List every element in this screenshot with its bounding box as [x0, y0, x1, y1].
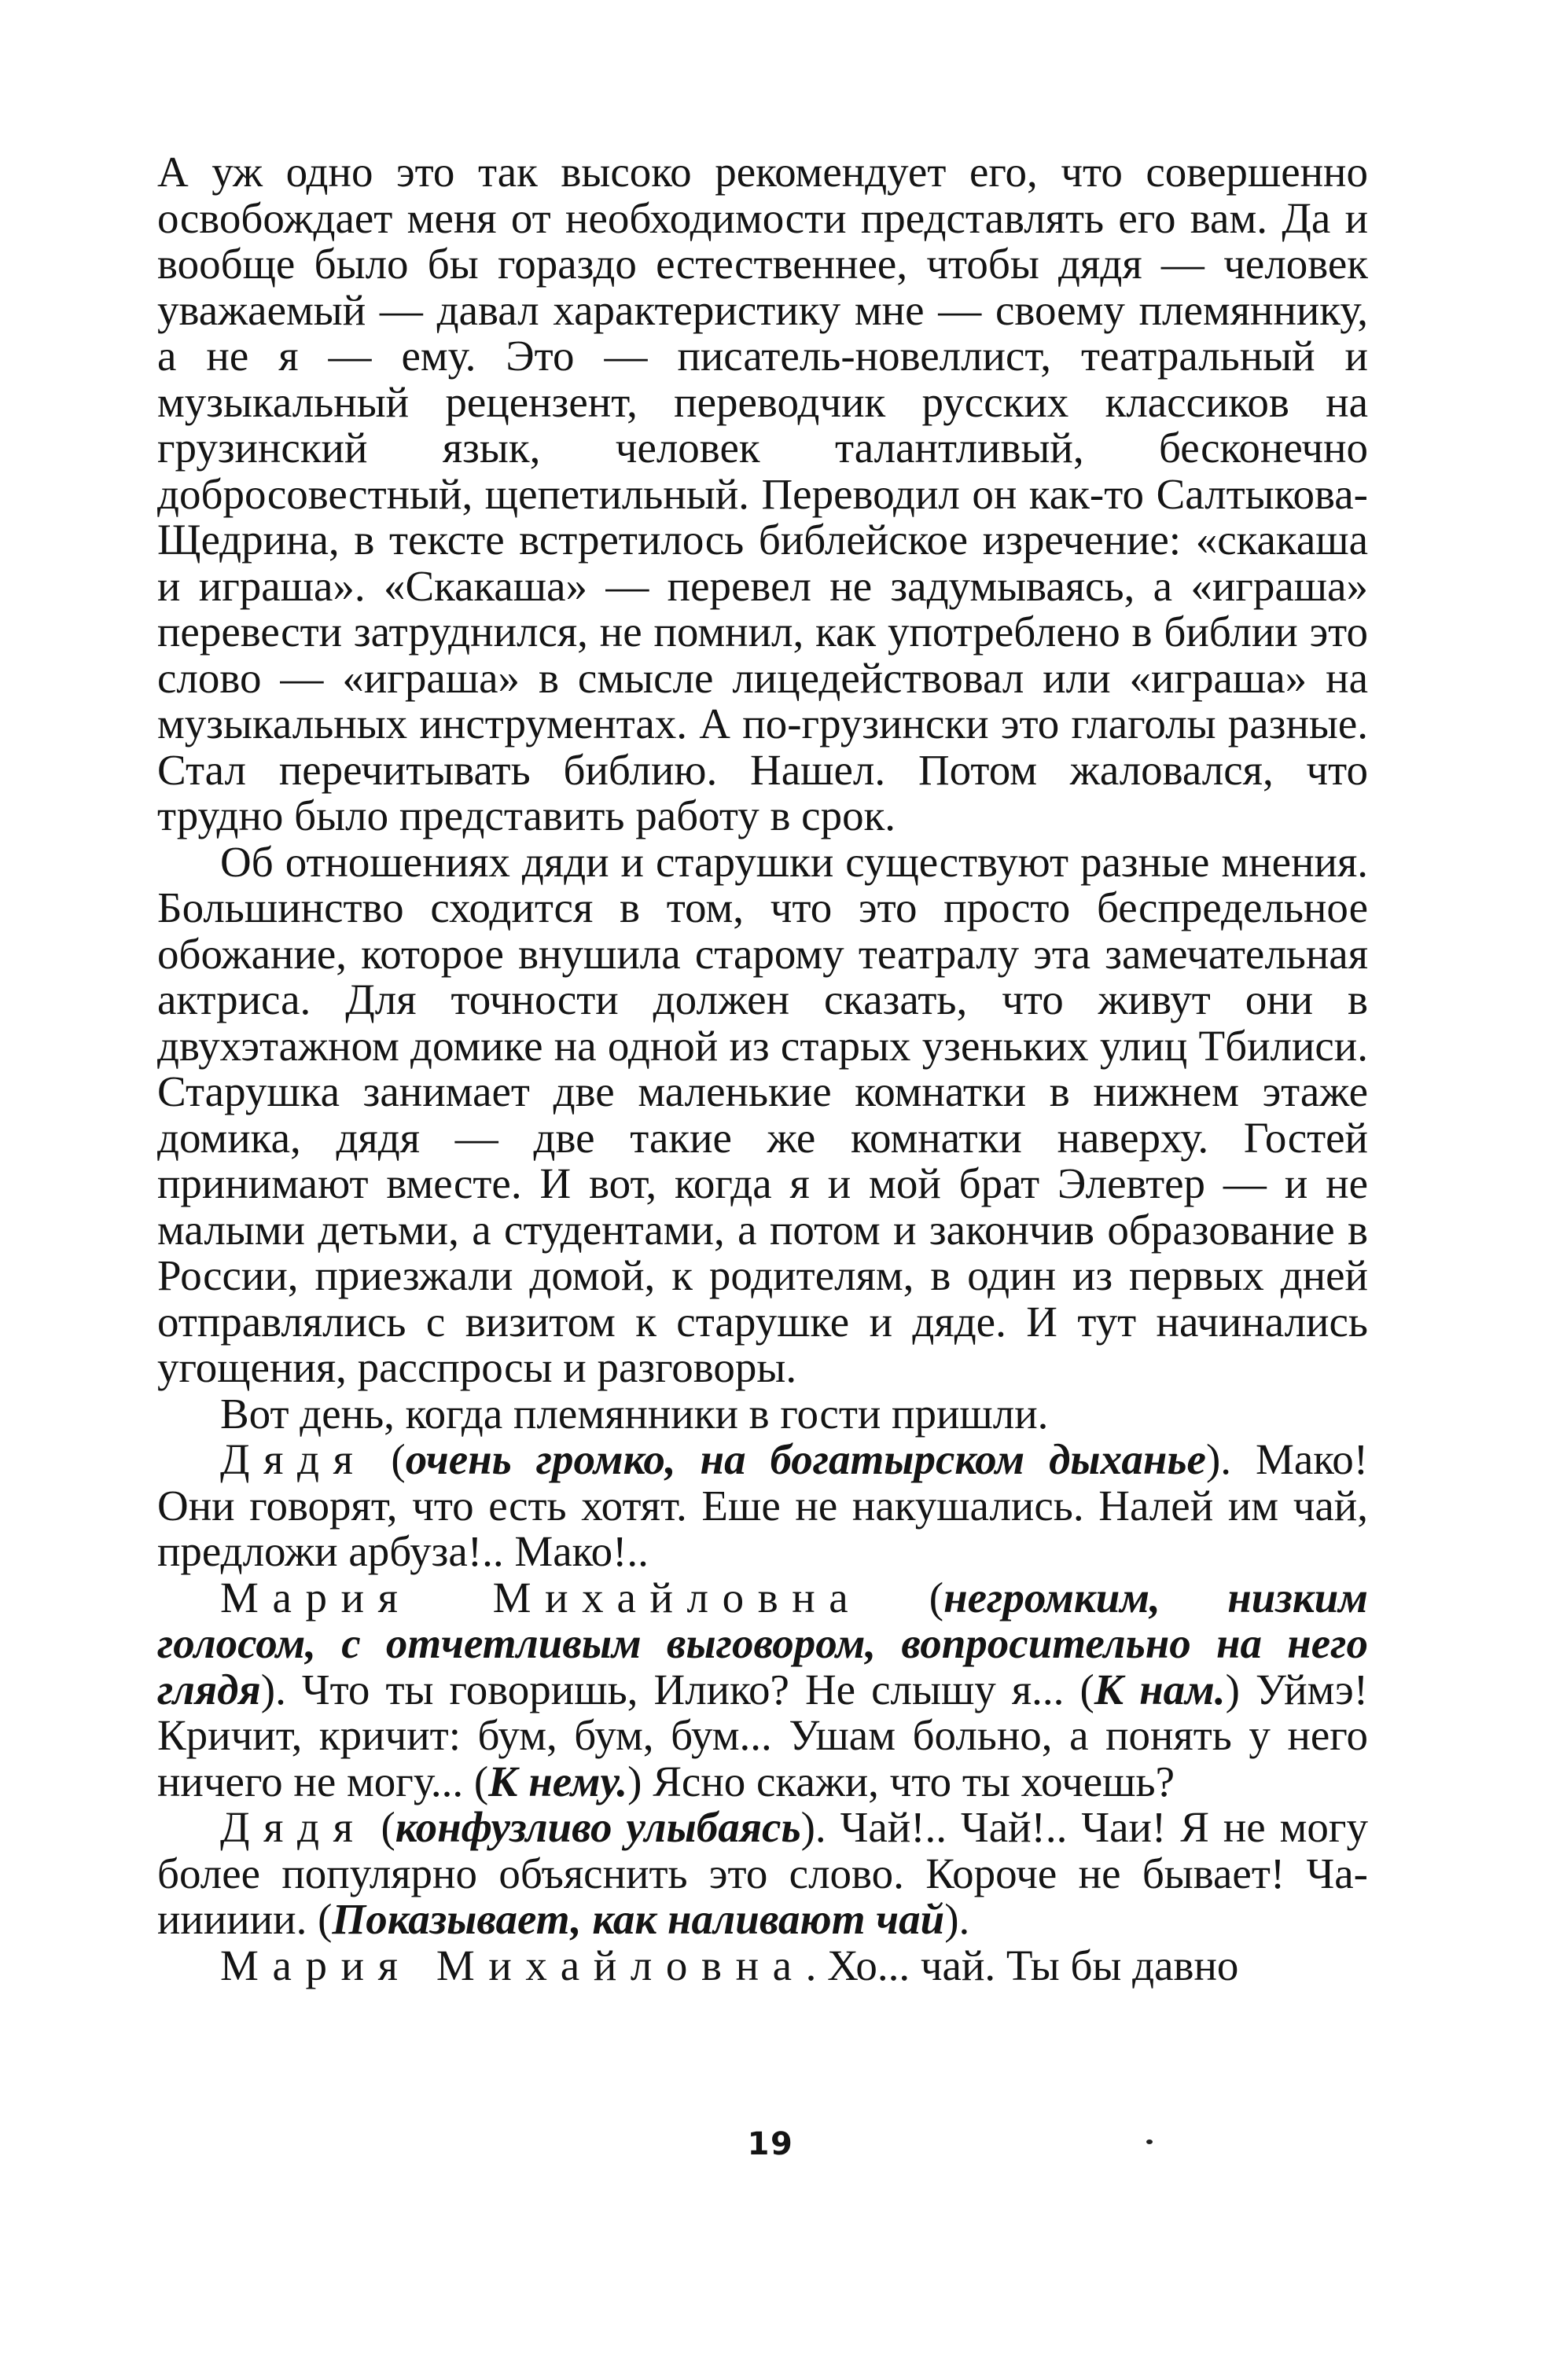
- spoken-text: ).: [944, 1895, 970, 1943]
- spoken-text: ) Ясно скажи, что ты хочешь?: [627, 1757, 1175, 1805]
- spoken-text: ). Мако! Они говорят, что есть хотят. Еше не накушались. Налей им чай, предложи арбуза!.. Мако!..: [157, 1435, 1369, 1575]
- speaker-name: Дядя: [220, 1803, 367, 1851]
- speaker-name: Дядя: [220, 1435, 367, 1483]
- dialogue-line: [157, 1943, 1368, 1989]
- stage-direction: Показывает, как наливают чай: [332, 1895, 945, 1943]
- stage-direction: конфузливо улыбаясь: [395, 1803, 801, 1851]
- dialogue-line: [157, 1805, 1368, 1943]
- spoken-text: (: [366, 1803, 395, 1851]
- speaker-name: Мария Михайловна: [220, 1573, 862, 1622]
- dialogue-line: [157, 1575, 1368, 1805]
- spoken-text: ) Уймэ! Кричит, кричит: бум, бум, бум... Ушам больно, а понять у него ничего не могу... (: [157, 1665, 1369, 1805]
- spoken-text: (: [862, 1573, 944, 1622]
- dialogue-block: [157, 1437, 1368, 1989]
- spoken-text: ). Что ты говоришь, Илико? Не слышу я... (: [260, 1665, 1094, 1713]
- paragraph-uncle-description: А уж одно это так высоко рекомендует его, что совершенно освобождает меня от необходимости представлять его вам. Да и вообще было бы гораздо естественнее, чтобы дядя — человек уважаемый — давал характеристику мне — своему племяннику, а не я — ему. Это — писатель-новеллист, театральный и музыкальный рецензент, переводчик русских классиков на грузинский язык, человек талантливый, бесконечно добросовестный, щепетильный. Переводил он как-то Салтыкова-Щедрина, в тексте встретилось библейское изречение: «скакаша и играша». «Скакаша» — перевел не задумываясь, а «играша» перевести затруднился, не помнил, как употреблено в библии это слово — «играша» в смысле лицедействовал или «играша» на музыкальных инструментах. А по-грузински это глаголы разные. Стал перечитывать библию. Нашел. Потом жаловался, что трудно было представить работу в срок.: [157, 148, 1368, 839]
- page-number: 19: [747, 2126, 794, 2162]
- stage-direction: К нам.: [1094, 1665, 1226, 1713]
- print-speck: [1146, 2139, 1153, 2144]
- dialogue-line: [157, 1437, 1368, 1575]
- spoken-text: ). Чай!.. Чай!.. Чаи! Я не могу более популярно объяснить это слово. Короче не бывает! Ча-ииииии. (: [157, 1803, 1368, 1943]
- stage-direction: очень громко, на богатырском дыханье: [405, 1435, 1206, 1483]
- speaker-name: Мария Михайловна: [220, 1941, 806, 1989]
- spoken-text: (: [366, 1435, 406, 1483]
- stage-direction: К нему.: [488, 1757, 628, 1805]
- book-page-text: [157, 149, 1368, 1989]
- paragraph-relations: Об отношениях дяди и старушки существуют разные мнения. Большинство сходится в том, что это просто беспредельное обожание, которое внушила старому театралу эта замечательная актриса. Для точности должен сказать, что живут они в двухэтажном домике на одной из старых узеньких улиц Тбилиси. Старушка занимает две маленькие комнатки в нижнем этаже домика, дядя — две такие же комнатки наверху. Гостей принимают вместе. И вот, когда я и мой брат Элевтер — и не малыми детьми, а студентами, а потом и закончив образование в России, приезжали домой, к родителям, в один из первых дней отправлялись с визитом к старушке и дяде. И тут начинались угощения, расспросы и разговоры.: [157, 837, 1368, 1391]
- stage-direction: негромким, низким голосом, с отчетливым выговором, вопросительно на него глядя: [157, 1573, 1368, 1713]
- spoken-text: . Хо... чай. Ты бы давно: [805, 1941, 1239, 1989]
- paragraph-visit-day: Вот день, когда племянники в гости пришли.: [220, 1389, 1049, 1438]
